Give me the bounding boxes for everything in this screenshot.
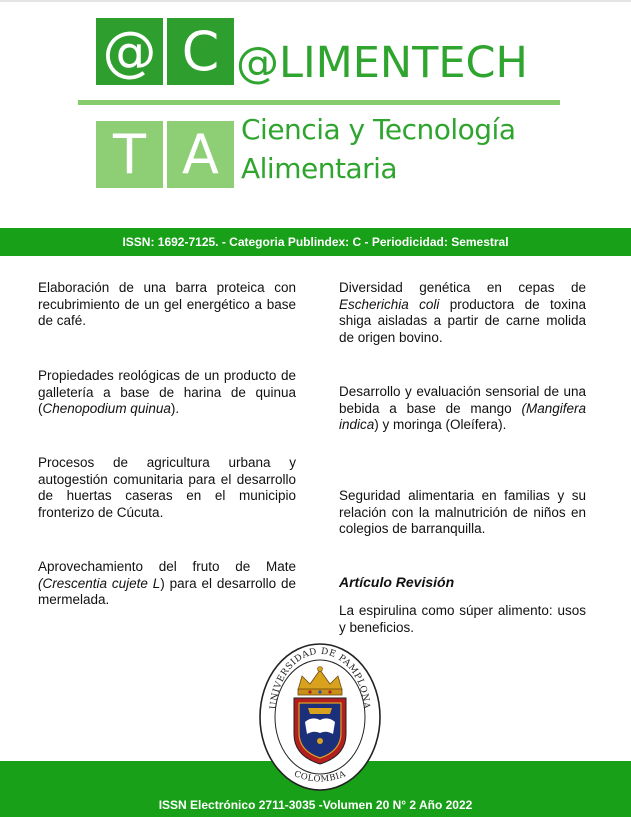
review-section-heading: Artículo Revisión	[339, 574, 455, 590]
logo-subtitle-line1: Ciencia y Tecnología	[241, 113, 516, 146]
article-text: Seguridad alimentaria en familias y su relación con la malnutrición de niños en colegios de barranquilla.	[339, 488, 586, 536]
article-text: Desarrollo y evaluación sensorial de una bebida a base de mango	[339, 384, 586, 416]
article-scientific-name: (Crescentia cujete L	[38, 575, 161, 591]
article-title	[339, 280, 586, 346]
article-title	[339, 488, 586, 538]
article-text: ).	[170, 401, 180, 416]
article-text: Diversidad genética en cepas de	[339, 280, 586, 295]
article-title	[38, 280, 296, 330]
issn-header-bar: ISSN: 1692-7125. - Categoria Publindex: C - Periodicidad: Semestral	[0, 228, 631, 256]
article-text: Elaboración de una barra proteica con recubrimiento de un gel energético a base de café.	[38, 280, 296, 328]
top-border	[0, 0, 631, 2]
article-title	[38, 368, 296, 418]
article-left-3	[38, 455, 296, 521]
seal-bottom-text: COLOMBIA	[292, 769, 348, 785]
article-text: Propiedades reológicas de un producto de galletería a base de harina de quinua (	[38, 368, 296, 416]
shield-icon	[294, 698, 346, 764]
university-seal-icon	[258, 642, 382, 792]
article-scientific-name: Escherichia coli	[339, 296, 440, 312]
logo-tile-at: @	[96, 18, 163, 85]
article-scientific-name: (Mangifera indica	[339, 400, 586, 432]
footer-issn-text: ISSN Electrónico 2711-3035 -Volumen 20 N° 2 Año 2022	[158, 798, 473, 812]
article-text: Procesos de agricultura urbana y autogestión comunitaria para el desarrollo de huertas caseras en el municipio fronterizo de Cúcuta.	[38, 455, 296, 520]
article-right-2	[339, 384, 586, 434]
article-left-2	[38, 368, 296, 418]
article-title	[38, 559, 296, 609]
article-right-3	[339, 488, 586, 538]
logo-subtitle-line2: Alimentaria	[241, 152, 398, 185]
article-text: Aprovechamiento del fruto de Mate	[38, 559, 296, 574]
article-left-1	[38, 280, 296, 330]
article-right-1	[339, 280, 586, 346]
logo-tile-t: T	[96, 121, 163, 188]
article-text: productora de toxina shiga aisladas a partir de carne molida de origen bovino.	[339, 296, 586, 345]
logo-title: @LIMENTECH	[236, 38, 528, 88]
article-left-4	[38, 559, 296, 609]
article-scientific-name: Chenopodium quinua	[42, 401, 171, 416]
logo-divider	[78, 100, 560, 105]
article-text: ) y moringa (Oleífera).	[374, 417, 507, 432]
article-text: ) para el desarrollo de mermelada.	[38, 575, 296, 607]
logo-tile-c: C	[167, 18, 234, 85]
logo-tile-a: A	[167, 121, 234, 188]
article-title	[339, 384, 586, 434]
review-article: La espirulina como súper alimento: usos y beneficios.	[339, 603, 586, 635]
seal-top-text: UNIVERSIDAD DE PAMPLONA	[268, 646, 372, 710]
article-title	[38, 455, 296, 521]
